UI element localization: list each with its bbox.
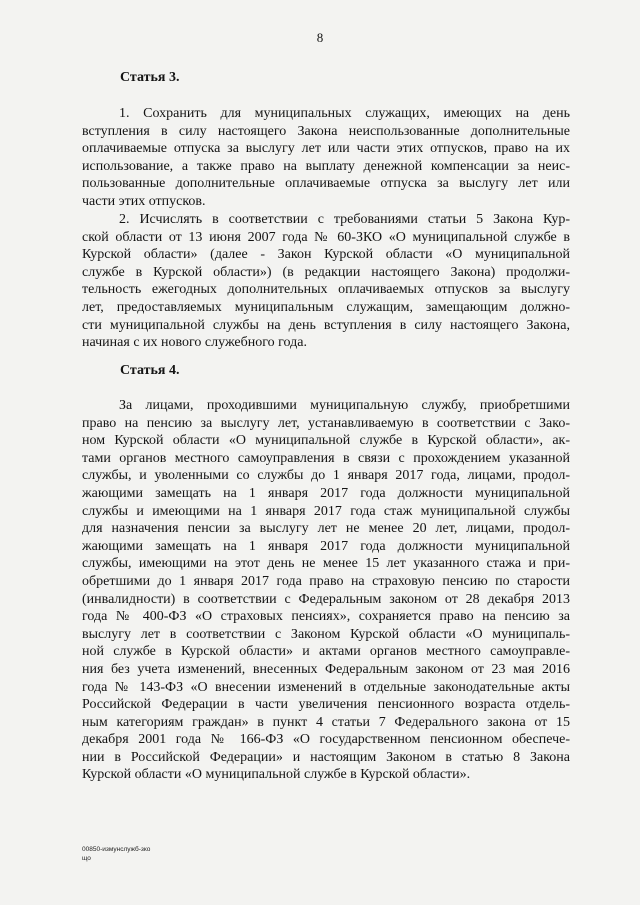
text-line: Курской области «О муниципальной службе в Курской области». [82, 767, 471, 783]
article-3-paragraph-1 [82, 105, 570, 211]
text-line: использование, а также право на выплату денежной компенсации за неис- [82, 158, 570, 174]
text-line: ской области от 13 июня 2007 года № 60-ЗКО «О муниципальной службе в [82, 229, 570, 245]
text-line: пользованные дополнительные оплачиваемые отпуска за выслугу лет или [82, 176, 570, 192]
text-line: ния без учета изменений, внесенных Федеральным законом от 23 мая 2016 [82, 661, 570, 677]
text-line: начиная с их нового служебного года. [82, 335, 307, 351]
text-line: За лицами, проходившими муниципальную службу, приобретшими [119, 398, 570, 413]
text-line: жающими замещать на 1 января 2017 года должности муниципальной [82, 485, 570, 501]
footer-initials: що [82, 855, 91, 862]
text-line: 2. Исчислять в соответствии с требованиями статьи 5 Закона Кур- [119, 212, 570, 227]
text-line: нии в Российской Федерации» и настоящим Законом в статью 8 Закона [82, 749, 570, 765]
text-line: части этих отпусков. [82, 193, 206, 209]
footer-file-code: 00850-измунслужб-зко [82, 846, 151, 853]
text-line: тельность ежегодных дополнительных оплачиваемых отпусков за выслугу [82, 282, 570, 298]
text-line: службы и имеющими на 1 января 2017 года стаж муниципальной службы [82, 503, 570, 519]
text-line: службе в Курской области») (в редакции настоящего Закона) продолжи- [82, 264, 570, 280]
text-line: жающими замещать на 1 января 2017 года должности муниципальной [82, 538, 570, 554]
text-line: ным категориям граждан» в пункт 4 статьи 7 Федерального закона от 15 [82, 714, 570, 730]
article-4-heading: Статья 4. [120, 363, 180, 378]
text-line: 1. Сохранить для муниципальных служащих, имеющих на день [119, 106, 570, 121]
article-4-paragraph-1 [82, 397, 570, 784]
text-line: ной службе в Курской области» и актами органов местного самоуправле- [82, 644, 570, 660]
document-footer [82, 845, 150, 863]
text-line: декабря 2001 года № 166-ФЗ «О государственном пенсионном обеспече- [82, 732, 570, 748]
text-line: вступления в силу настоящего Закона неиспользованные дополнительные [82, 123, 570, 139]
text-line: для назначения пенсии за выслугу лет не менее 20 лет, лицами, продол- [82, 521, 570, 537]
text-line: (инвалидности) в соответствии с Федеральным законом от 28 декабря 2013 [82, 591, 570, 607]
text-line: Курской области» (далее - Закон Курской области «О муниципальной [82, 247, 570, 263]
text-line: право на пенсию за выслугу лет, устанавливаемую в соответствии с Зако- [82, 415, 570, 431]
text-line: лет, предоставляемых муниципальным служащим, замещающим должно- [82, 299, 570, 315]
text-line: ном Курской области «О муниципальной службе в Курской области», ак- [82, 433, 570, 449]
text-line: выслугу лет в соответствии с Законом Курской области «О муниципаль- [82, 626, 570, 642]
page-number: 8 [316, 30, 324, 45]
text-line: службы, имеющими на этот день не менее 15 лет указанного стажа и при- [82, 556, 570, 572]
text-line: тами органов местного самоуправления в связи с прохождением указанной [82, 450, 570, 466]
text-line: обретшими до 1 января 2017 года право на страховую пенсию по старости [82, 573, 570, 589]
text-line: оплачиваемые отпуска за выслугу лет или части этих отпусков, право на их [82, 141, 570, 157]
text-line: года № 143-ФЗ «О внесении изменений в отдельные законодательные акты [82, 679, 570, 695]
text-line: года № 400-ФЗ «О страховых пенсиях», сохраняется право на пенсию за [82, 609, 570, 625]
article-3-paragraph-2 [82, 211, 570, 352]
article-3-heading: Статья 3. [120, 70, 180, 85]
text-line: службы, и уволенными со службы до 1 января 2017 года, лицами, продол- [82, 468, 570, 484]
text-line: Российской Федерации в части увеличения пенсионного возраста отдель- [82, 697, 570, 713]
text-line: сти муниципальной службы на день вступления в силу настоящего Закона, [82, 317, 570, 333]
